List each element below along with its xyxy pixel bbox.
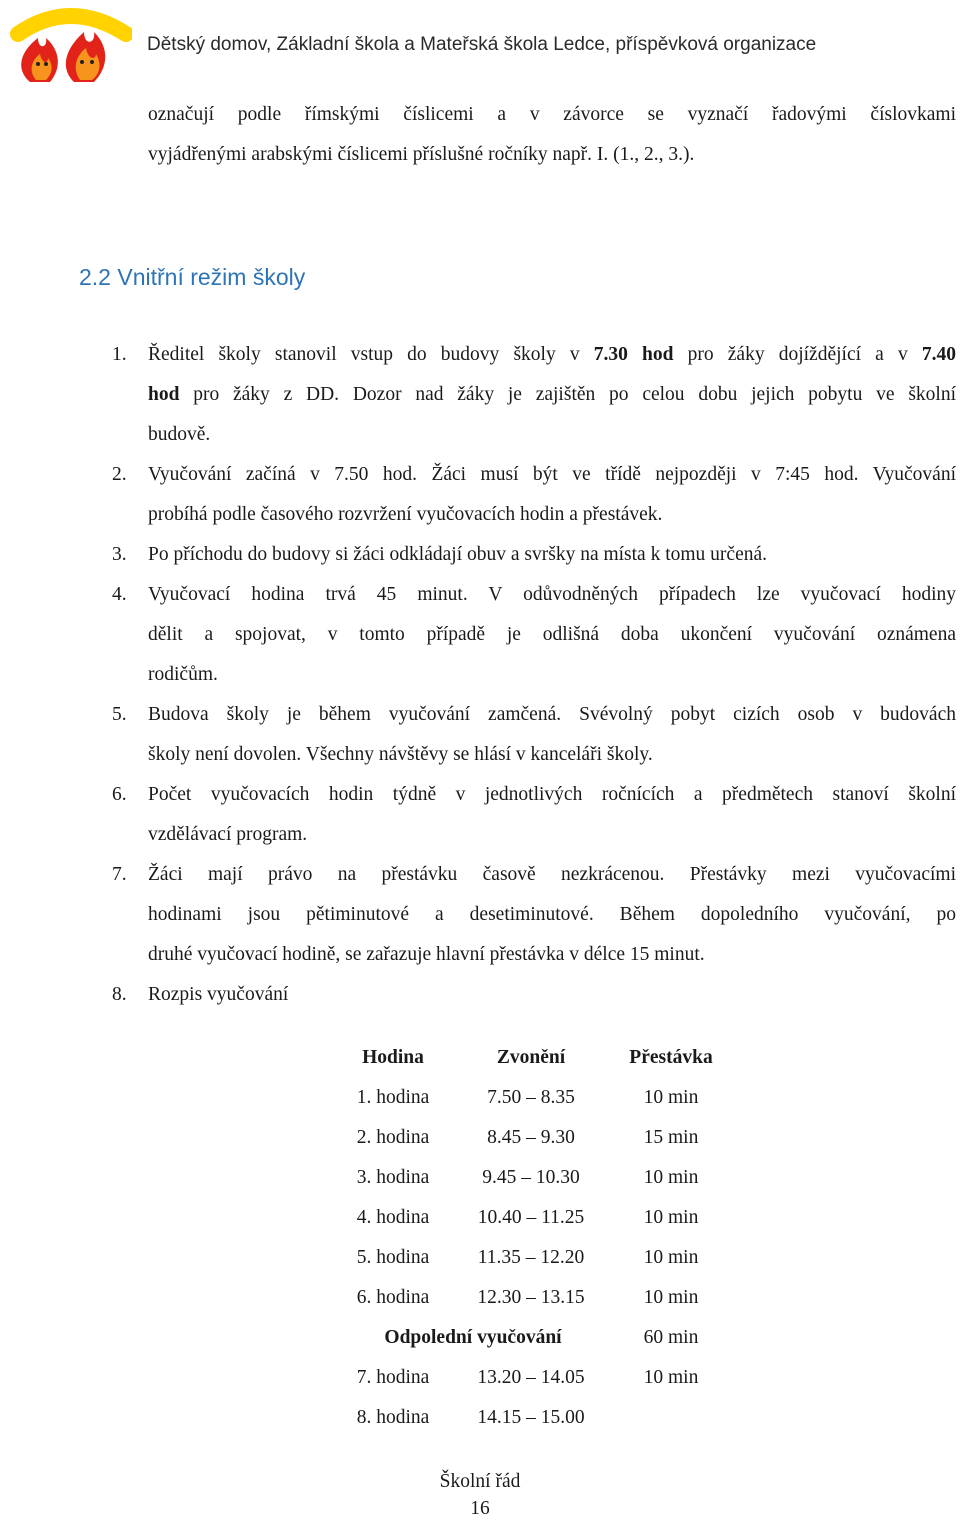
rules-list	[0, 335, 960, 1015]
afternoon-label: Odpolední vyučování	[384, 1327, 562, 1348]
table-cell: 8. hodina	[356, 1407, 430, 1428]
intro-line: vyjádřenými arabskými číslicemi příslušné ročníky např. I. (1., 2., 3.).	[148, 144, 695, 165]
table-cell: 5. hodina	[356, 1247, 430, 1268]
list-number: 5.	[112, 704, 127, 725]
table-row	[330, 1158, 750, 1198]
table-cell: 7. hodina	[356, 1367, 430, 1388]
list-number: 8.	[112, 984, 127, 1005]
list-line: vzdělávací program.	[148, 824, 308, 845]
list-number: 6.	[112, 784, 127, 805]
list-number: 7.	[112, 864, 127, 885]
footer-title: Školní řád	[439, 1471, 521, 1492]
table-cell: 13.20 – 14.05	[477, 1367, 585, 1388]
table-row	[330, 1118, 750, 1158]
list-line: hodinami jsou pětiminutové a desetiminutové. Během dopoledního vyučování, po	[148, 904, 956, 925]
table-cell: 3. hodina	[356, 1167, 430, 1188]
table-row	[330, 1078, 750, 1118]
table-row	[330, 1358, 750, 1398]
list-number: 3.	[112, 544, 127, 565]
table-row-afternoon	[330, 1318, 750, 1358]
list-line: školy není dovolen. Všechny návštěvy se hlásí v kanceláři školy.	[148, 744, 653, 765]
list-line: Počet vyučovacích hodin týdně v jednotlivých ročnících a předmětech stanoví školní	[148, 784, 956, 805]
table-row	[330, 1398, 750, 1438]
list-number: 1.	[112, 344, 127, 365]
table-cell: 60 min	[643, 1327, 699, 1348]
table-cell: 14.15 – 15.00	[477, 1407, 585, 1428]
schedule-table	[330, 1038, 750, 1438]
school-logo	[8, 4, 132, 86]
list-item	[0, 975, 956, 1015]
intro-line: označují podle římskými číslicemi a v závorce se vyznačí řadovými číslovkami	[148, 104, 956, 125]
table-cell: 1. hodina	[356, 1087, 430, 1108]
list-line: dělit a spojovat, v tomto případě je odlišná doba ukončení vyučování oznámena	[148, 624, 956, 645]
table-header-row	[330, 1038, 750, 1078]
list-line: budově.	[148, 424, 211, 445]
list-line: Rozpis vyučování	[148, 984, 289, 1005]
table-cell: 10 min	[643, 1087, 699, 1108]
list-item	[0, 775, 956, 855]
table-cell: 6. hodina	[356, 1287, 430, 1308]
table-cell: 10 min	[643, 1167, 699, 1188]
page-header	[0, 0, 960, 90]
list-line: rodičům.	[148, 664, 218, 685]
table-cell: 2. hodina	[356, 1127, 430, 1148]
table-cell: 10 min	[643, 1287, 699, 1308]
page-number: 16	[470, 1498, 490, 1519]
list-item	[0, 455, 956, 535]
list-item	[0, 695, 956, 775]
column-header: Přestávka	[629, 1047, 713, 1068]
column-header: Zvonění	[496, 1047, 566, 1068]
table-cell: 10.40 – 11.25	[477, 1207, 585, 1228]
table-cell: 15 min	[643, 1127, 699, 1148]
list-line: Vyučovací hodina trvá 45 minut. V odůvodněných případech lze vyučovací hodiny	[148, 584, 956, 605]
list-line: Žáci mají právo na přestávku časově nezkrácenou. Přestávky mezi vyučovacími	[148, 864, 956, 885]
table-cell: 9.45 – 10.30	[482, 1167, 580, 1188]
table-cell: 4. hodina	[356, 1207, 430, 1228]
table-cell: 10 min	[643, 1247, 699, 1268]
table-cell: 12.30 – 13.15	[477, 1287, 585, 1308]
column-header: Hodina	[362, 1047, 424, 1068]
list-line: druhé vyučovací hodině, se zařazuje hlavní přestávka v délce 15 minut.	[148, 944, 705, 965]
table-cell: 7.50 – 8.35	[487, 1087, 575, 1108]
list-line: Vyučování začíná v 7.50 hod. Žáci musí být ve třídě nejpozději v 7:45 hod. Vyučování	[148, 464, 956, 485]
list-item	[0, 535, 956, 575]
list-item	[0, 575, 956, 695]
list-item	[0, 855, 956, 975]
list-line: probíhá podle časového rozvržení vyučovacích hodin a přestávek.	[148, 504, 663, 525]
table-cell: 8.45 – 9.30	[487, 1127, 575, 1148]
list-number: 4.	[112, 584, 127, 605]
table-cell: 10 min	[643, 1367, 699, 1388]
intro-paragraph	[148, 95, 956, 175]
table-row	[330, 1238, 750, 1278]
list-line: Budova školy je během vyučování zamčená. Svévolný pobyt cizích osob v budovách	[148, 704, 956, 725]
list-line: hod pro žáky z DD. Dozor nad žáky je zajištěn po celou dobu jejich pobytu ve školní	[148, 384, 956, 405]
list-line: Po příchodu do budovy si žáci odkládají obuv a svršky na místa k tomu určená.	[148, 544, 768, 565]
list-line: Ředitel školy stanovil vstup do budovy školy v 7.30 hod pro žáky dojíždějící a v 7.40	[148, 344, 956, 365]
organization-name: Dětský domov, Základní škola a Mateřská škola Ledce, příspěvková organizace	[147, 34, 817, 55]
table-row	[330, 1278, 750, 1318]
table-row	[330, 1198, 750, 1238]
section-heading: 2.2 Vnitřní režim školy	[79, 264, 306, 290]
list-number: 2.	[112, 464, 127, 485]
table-cell: 11.35 – 12.20	[477, 1247, 585, 1268]
list-item	[0, 335, 956, 455]
table-cell: 10 min	[643, 1207, 699, 1228]
